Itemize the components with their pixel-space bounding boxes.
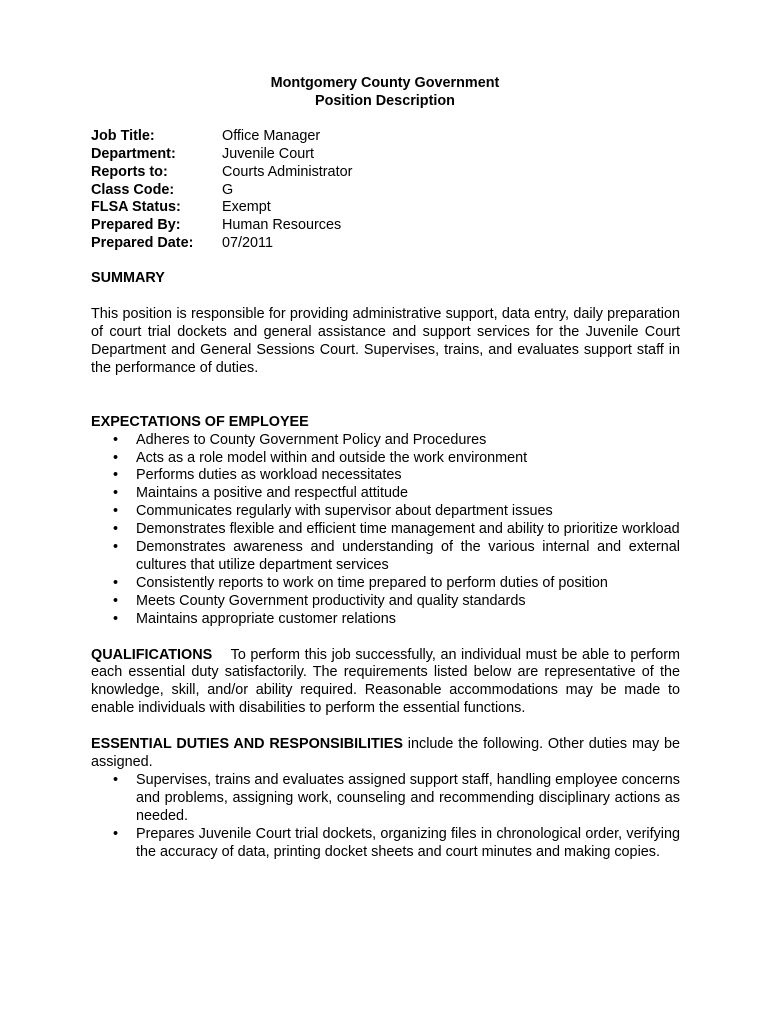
info-value: Juvenile Court	[222, 145, 314, 162]
list-item	[91, 432, 680, 450]
list-item-text: Supervises, trains and evaluates assigned support staff, handling employee concerns and problems, assigning work, counseling and recommending disciplinary actions as needed.	[136, 772, 680, 824]
info-row-department	[91, 146, 680, 164]
info-row-job-title	[91, 128, 680, 146]
info-label: Prepared Date:	[91, 235, 194, 252]
bullet-icon: •	[113, 503, 119, 520]
document-header	[90, 75, 680, 111]
essential-duties-paragraph	[91, 736, 680, 772]
info-value: 07/2011	[222, 235, 273, 252]
expectations-heading: EXPECTATIONS OF EMPLOYEE	[91, 413, 309, 430]
info-value: Office Manager	[222, 127, 321, 144]
list-item-text: Communicates regularly with supervisor about department issues	[136, 503, 553, 520]
list-item	[91, 593, 680, 611]
bullet-icon: •	[113, 485, 119, 502]
bullet-icon: •	[113, 449, 119, 466]
organization-title: Montgomery County Government	[270, 75, 500, 91]
list-item	[91, 450, 680, 468]
position-info-table	[91, 128, 680, 253]
qualifications-heading: QUALIFICATIONS	[91, 646, 213, 663]
list-item-text: Demonstrates flexible and efficient time management and ability to prioritize workload	[136, 521, 680, 538]
info-row-prepared-by	[91, 217, 680, 235]
summary-heading: SUMMARY	[91, 270, 165, 287]
list-item	[91, 521, 680, 539]
bullet-icon: •	[113, 539, 119, 556]
info-value: Courts Administrator	[222, 163, 353, 180]
list-item-text: Adheres to County Government Policy and Procedures	[136, 431, 487, 448]
info-label: Department:	[91, 145, 176, 162]
info-label: Reports to:	[91, 163, 168, 180]
essential-duties-heading: ESSENTIAL DUTIES AND RESPONSIBILITIES	[91, 736, 403, 753]
expectations-list	[91, 432, 680, 629]
summary-paragraph: This position is responsible for providing administrative support, data entry, daily preparation of court trial dockets and general assistance and support services for the Juvenile Court Department and General Sessions Court. Supervises, trains, and evaluates support staff in the performance of duties.	[91, 306, 680, 376]
list-item	[91, 467, 680, 485]
info-row-prepared-date	[91, 235, 680, 253]
bullet-icon: •	[113, 825, 119, 842]
list-item	[91, 485, 680, 503]
info-value: Exempt	[222, 199, 271, 216]
bullet-icon: •	[113, 610, 119, 627]
list-item-text: Acts as a role model within and outside the work environment	[136, 449, 528, 466]
list-item-text: Consistently reports to work on time prepared to perform duties of position	[136, 574, 608, 591]
list-item	[91, 539, 680, 575]
list-item	[91, 826, 680, 862]
list-item-text: Performs duties as workload necessitates	[136, 467, 402, 484]
list-item	[91, 575, 680, 593]
info-label: FLSA Status:	[91, 199, 181, 216]
list-item-text: Maintains appropriate customer relations	[136, 610, 396, 627]
qualifications-text: To perform this job successfully, an individual must be able to perform each essential duty satisfactorily. The requirements listed below are representative of the knowledge, skill, and/or ability required. Reasonable accommodations may be made to enable individuals with disabilities to perform the essential functions.	[91, 646, 680, 717]
list-item	[91, 503, 680, 521]
info-label: Job Title:	[91, 127, 155, 144]
list-item-text: Prepares Juvenile Court trial dockets, organizing files in chronological order, verifying the accuracy of data, printing docket sheets and court minutes and making copies.	[136, 825, 680, 860]
essential-duties-list	[91, 772, 680, 862]
document-type-title: Position Description	[315, 92, 455, 109]
essential-duties-text: include the following. Other duties may be assigned.	[91, 736, 680, 771]
info-value: G	[222, 181, 234, 198]
info-row-reports-to	[91, 164, 680, 182]
document-content	[91, 75, 680, 862]
bullet-icon: •	[113, 467, 119, 484]
qualifications-paragraph	[91, 647, 680, 719]
bullet-icon: •	[113, 592, 119, 609]
info-label: Class Code:	[91, 181, 175, 198]
bullet-icon: •	[113, 431, 119, 448]
bullet-icon: •	[113, 574, 119, 591]
info-label: Prepared By:	[91, 217, 181, 234]
list-item-text: Maintains a positive and respectful attitude	[136, 485, 408, 502]
bullet-icon: •	[113, 772, 119, 788]
info-row-class-code	[91, 182, 680, 200]
bullet-icon: •	[113, 521, 119, 538]
info-row-flsa-status	[91, 199, 680, 217]
list-item-text: Demonstrates awareness and understanding of the various internal and external cultures that utilize department services	[136, 539, 680, 573]
list-item-text: Meets County Government productivity and quality standards	[136, 592, 526, 609]
list-item	[91, 772, 680, 826]
list-item	[91, 611, 680, 629]
info-value: Human Resources	[222, 217, 342, 234]
